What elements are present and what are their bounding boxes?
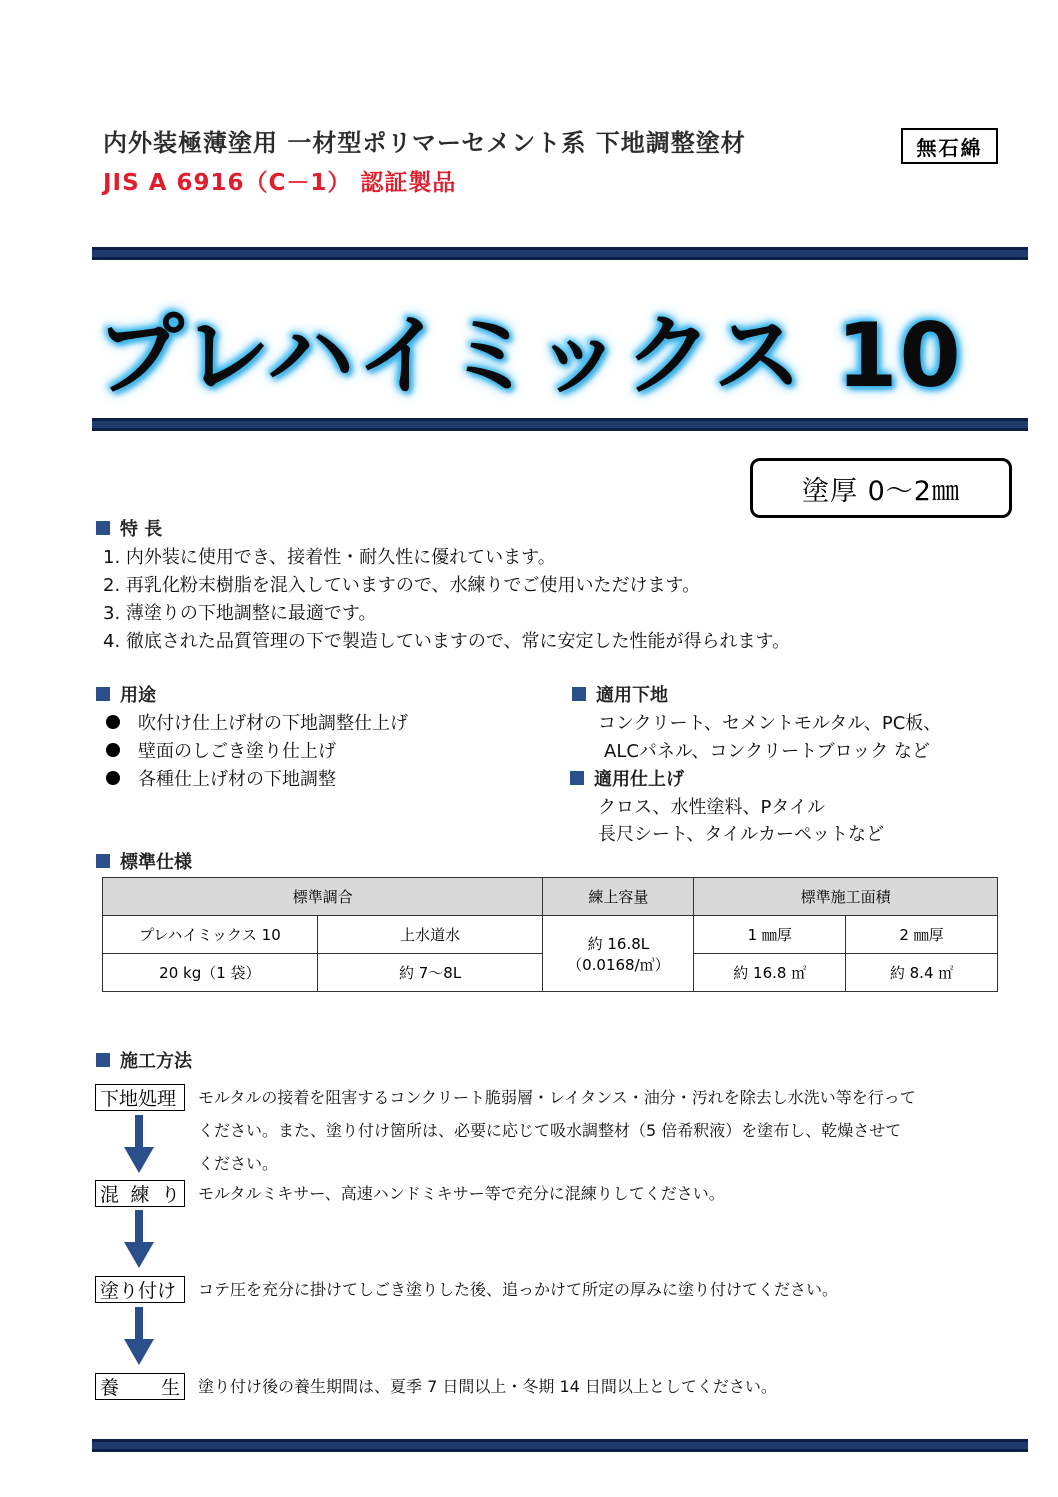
table-header-row bbox=[103, 878, 998, 916]
square-bullet-icon bbox=[96, 521, 110, 535]
square-bullet-icon bbox=[572, 687, 586, 701]
substrates-heading bbox=[572, 681, 668, 707]
table-cell: 約 16.8 ㎡ bbox=[694, 954, 846, 992]
uses-heading bbox=[96, 681, 156, 707]
down-arrow-icon bbox=[124, 1115, 154, 1173]
step-label-char: 練 bbox=[130, 1184, 150, 1206]
spec-table bbox=[102, 877, 998, 992]
down-arrow-icon bbox=[124, 1210, 154, 1268]
step-label-char: 生 bbox=[160, 1377, 180, 1399]
bullet-dot-icon bbox=[106, 715, 120, 729]
step-label-curing bbox=[95, 1373, 185, 1400]
feature-item: 3. 薄塗りの下地調整に最適です。 bbox=[103, 603, 377, 624]
table-cell: 2 ㎜厚 bbox=[846, 916, 998, 954]
step-label-char: 養 bbox=[100, 1377, 120, 1399]
table-cell: 20 kg（1 袋） bbox=[103, 954, 318, 992]
table-cell: 1 ㎜厚 bbox=[694, 916, 846, 954]
table-cell: 約 8.4 ㎡ bbox=[846, 954, 998, 992]
header-area: 標準施工面積 bbox=[694, 878, 998, 916]
top-divider-bar bbox=[92, 247, 1028, 260]
substrate-line: コンクリート、セメントモルタル、PC板、 bbox=[598, 713, 942, 734]
step-description bbox=[198, 1370, 777, 1403]
jis-certification: JIS A 6916（C－1） 認証製品 bbox=[103, 170, 457, 196]
down-arrow-icon bbox=[124, 1307, 154, 1365]
use-item bbox=[106, 737, 336, 763]
spec-heading-label: 標準仕様 bbox=[120, 852, 192, 873]
title-divider-bar bbox=[92, 418, 1028, 431]
features-heading bbox=[96, 515, 162, 541]
step-label-text: 塗り付け bbox=[100, 1280, 177, 1302]
step-description-line: ください。 bbox=[198, 1154, 279, 1173]
use-item-label: 吹付け仕上げ材の下地調整仕上げ bbox=[138, 713, 408, 734]
method-heading-label: 施工方法 bbox=[120, 1051, 192, 1072]
feature-item: 4. 徹底された品質管理の下で製造していますので、常に安定した性能が得られます。 bbox=[103, 631, 791, 652]
finish-line: 長尺シート、タイルカーペットなど bbox=[598, 824, 885, 845]
use-item bbox=[106, 765, 336, 791]
step-description bbox=[198, 1177, 725, 1210]
use-item-label: 壁面のしごき塗り仕上げ bbox=[138, 741, 336, 762]
use-item bbox=[106, 709, 408, 735]
table-cell: 上水道水 bbox=[317, 916, 543, 954]
finish-line: クロス、水性塗料、Pタイル bbox=[598, 797, 826, 818]
method-heading bbox=[96, 1047, 192, 1073]
square-bullet-icon bbox=[96, 854, 110, 868]
substrate-line: ALCパネル、コンクリートブロック など bbox=[604, 741, 930, 762]
step-description-line: ください。また、塗り付け箇所は、必要に応じて吸水調整材（5 倍希釈液）を塗布し、乾燥させて bbox=[198, 1121, 902, 1140]
step-label-mixing bbox=[95, 1180, 185, 1207]
bottom-divider-bar bbox=[92, 1439, 1028, 1452]
square-bullet-icon bbox=[570, 771, 584, 785]
square-bullet-icon bbox=[96, 687, 110, 701]
step-description bbox=[198, 1273, 838, 1306]
asbestos-free-badge: 無石綿 bbox=[901, 128, 998, 164]
step-label-application bbox=[95, 1276, 185, 1303]
finishes-heading bbox=[570, 765, 684, 791]
step-description-line: コテ圧を充分に掛けてしごき塗りした後、追っかけて所定の厚みに塗り付けてください。 bbox=[198, 1280, 839, 1299]
step-description bbox=[198, 1081, 916, 1180]
thickness-box: 塗厚 0～2㎜ bbox=[750, 458, 1012, 518]
feature-item: 1. 内外装に使用でき、接着性・耐久性に優れています。 bbox=[103, 547, 556, 568]
volume-cell bbox=[543, 916, 694, 992]
subtitle: 内外装極薄塗用 一材型ポリマーセメント系 下地調整塗材 bbox=[103, 129, 746, 157]
header-mix: 標準調合 bbox=[103, 878, 543, 916]
step-description-line: モルタルミキサー、高速ハンドミキサー等で充分に混練りしてください。 bbox=[198, 1184, 725, 1203]
table-cell: 約 7～8L bbox=[317, 954, 543, 992]
table-cell: プレハイミックス 10 bbox=[103, 916, 318, 954]
volume-value: 約 16.8L bbox=[587, 934, 650, 953]
step-label-text: 下地処理 bbox=[100, 1088, 177, 1110]
volume-unit: （0.0168/㎥） bbox=[567, 955, 670, 974]
step-label-substrate-prep bbox=[95, 1084, 185, 1111]
use-item-label: 各種仕上げ材の下地調整 bbox=[138, 769, 336, 790]
step-label-char: 混 bbox=[100, 1184, 120, 1206]
substrates-heading-label: 適用下地 bbox=[596, 685, 668, 706]
header-volume: 練上容量 bbox=[543, 878, 694, 916]
bullet-dot-icon bbox=[106, 743, 120, 757]
feature-item: 2. 再乳化粉末樹脂を混入していますので、水練りでご使用いただけます。 bbox=[103, 575, 701, 596]
product-title: プレハイミックス 10 bbox=[96, 304, 963, 407]
square-bullet-icon bbox=[96, 1053, 110, 1067]
step-description-line: モルタルの接着を阻害するコンクリート脆弱層・レイタンス・油分・汚れを除去し水洗い等を行って bbox=[198, 1088, 916, 1107]
spec-heading bbox=[96, 848, 192, 874]
finishes-heading-label: 適用仕上げ bbox=[594, 769, 684, 790]
features-heading-label: 特 長 bbox=[120, 519, 163, 540]
uses-heading-label: 用途 bbox=[120, 685, 156, 706]
step-label-char: り bbox=[160, 1184, 180, 1206]
table-row bbox=[103, 916, 998, 954]
bullet-dot-icon bbox=[106, 771, 120, 785]
step-description-line: 塗り付け後の養生期間は、夏季 7 日間以上・冬期 14 日間以上としてください。 bbox=[198, 1377, 777, 1396]
